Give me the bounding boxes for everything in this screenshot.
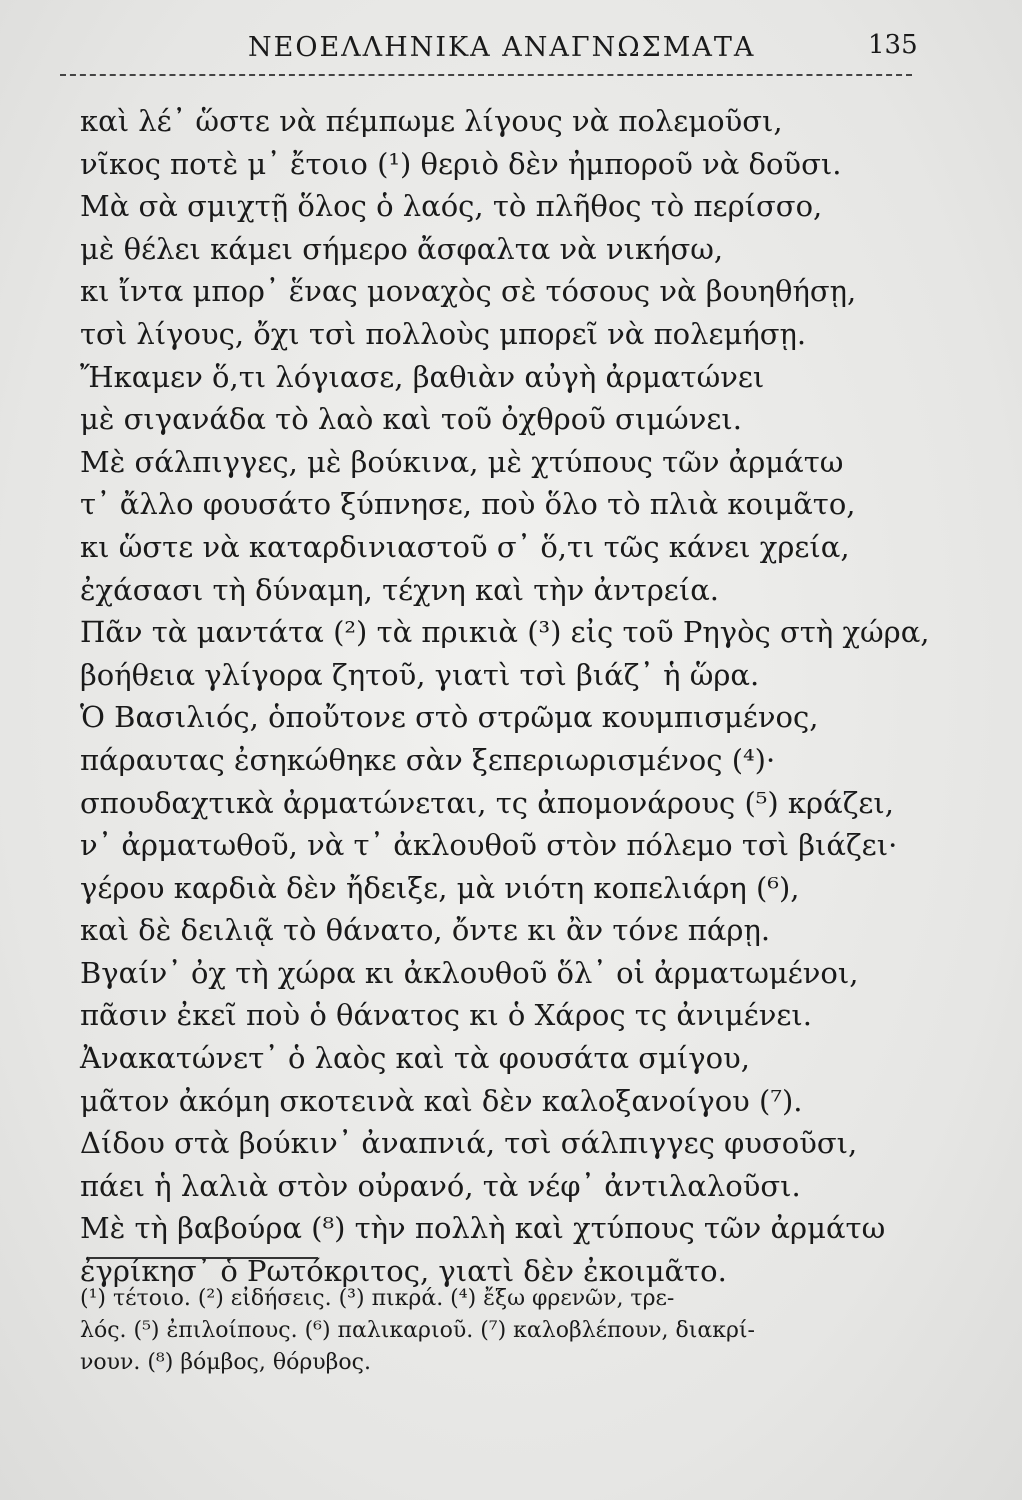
verse-line: μὲ θέλει κάμει σήμερο ἄσφαλτα νὰ νικήσω, <box>80 231 724 266</box>
verse-line: Ὁ Βασιλιός, ὁποὔτονε στὸ στρῶμα κουμπισμένος, <box>80 700 819 735</box>
verse-line: μᾶτον ἀκόμη σκοτεινὰ καὶ δὲν καλοξανοίγου (⁷). <box>80 1083 803 1118</box>
verse-line: Μὲ σάλπιγγες, μὲ βούκινα, μὲ χτύπους τῶν ἀρμάτω <box>80 444 844 479</box>
verse-line: Πᾶν τὰ μαντάτα (²) τὰ πρικιὰ (³) εἰς τοῦ Ρηγὸς στὴ χώρα, <box>80 615 930 650</box>
verse-line: ν᾽ ἀρματωθοῦ, νὰ τ᾽ ἀκλουθοῦ στὸν πόλεμο τσὶ βιάζει· <box>80 828 898 863</box>
verse-line: Ἀνακατώνετ᾽ ὁ λαὸς καὶ τὰ φουσάτα σμίγου, <box>80 1041 750 1076</box>
verse-line: τσὶ λίγους, ὄχι τσὶ πολλοὺς μπορεῖ νὰ πολεμήσῃ. <box>80 316 807 351</box>
footnote-rule <box>88 1257 318 1259</box>
footnote-line: (¹) τέτοιο. (²) εἰδήσεις. (³) πικρά. (⁴) ἔξω φρενῶν, τρε- <box>80 1286 675 1311</box>
verse-line: γέρου καρδιὰ δὲν ἤδειξε, μὰ νιότη κοπελιάρη (⁶), <box>80 870 800 905</box>
verse-line: μὲ σιγανάδα τὸ λαὸ καὶ τοῦ ὀχθροῦ σιμώνει. <box>80 402 742 437</box>
running-title: ΝΕΟΕΛΛΗΝΙΚΑ ΑΝΑΓΝΩΣΜΑΤΑ <box>248 32 756 63</box>
header-rule <box>60 74 912 76</box>
verse-line: κι ὥστε νὰ καταρδινιαστοῦ σ᾽ ὅ,τι τῶς κάνει χρεία, <box>80 529 850 564</box>
verse-line: Δίδου στὰ βούκιν᾽ ἀναπνιά, τσὶ σάλπιγγες φυσοῦσι, <box>80 1126 858 1161</box>
verse-line: καὶ λέ᾽ ὥστε νὰ πέμπωμε λίγους νὰ πολεμοῦσι, <box>80 104 783 138</box>
verse-line: ἐγρίκησ᾽ ὁ Ρωτόκριτος, γιατὶ δὲν ἐκοιμᾶτο. <box>80 1254 727 1289</box>
verse-line: σπουδαχτικὰ ἀρματώνεται, τς ἀπομονάρους (⁵) κράζει, <box>80 785 895 820</box>
verse-line: καὶ δὲ δειλιᾷ τὸ θάνατο, ὄντε κι ἂν τόνε πάρῃ. <box>80 913 771 948</box>
verse-line: πάει ἡ λαλιὰ στὸν οὐρανό, τὰ νέφ᾽ ἀντιλαλοῦσι. <box>80 1168 801 1203</box>
verse-line: Μὰ σὰ σμιχτῇ ὅλος ὁ λαός, τὸ πλῆθος τὸ περίσσο, <box>80 189 823 224</box>
verse-line: βοήθεια γλίγορα ζητοῦ, γιατὶ τσὶ βιάζ᾽ ἡ ὥρα. <box>80 657 760 692</box>
page-header <box>60 22 920 82</box>
verse-line: Ἤκαμεν ὅ,τι λόγιασε, βαθιὰν αὐγὴ ἀρματώνει <box>80 359 765 394</box>
verse-line: πᾶσιν ἐκεῖ ποὺ ὁ θάνατος κι ὁ Χάρος τς ἀνιμένει. <box>80 998 813 1033</box>
verse-line: νῖκος ποτὲ μ᾽ ἔτοιο (¹) θεριὸ δὲν ἠμποροῦ νὰ δοῦσι. <box>80 146 842 181</box>
footnote-line: λός. (⁵) ἐπιλοίπους. (⁶) παλικαριοῦ. (⁷) καλοβλέπουν, διακρί- <box>80 1318 755 1343</box>
poem-text <box>80 100 960 1293</box>
footnotes <box>80 1283 930 1379</box>
page-number: 135 <box>868 30 918 60</box>
verse-line: Μὲ τὴ βαβούρα (⁸) τὴν πολλὴ καὶ χτύπους τῶν ἀρμάτω <box>80 1211 886 1246</box>
verse-line: Βγαίν᾽ ὀχ τὴ χώρα κι ἀκλουθοῦ ὅλ᾽ οἱ ἀρματωμένοι, <box>80 955 859 990</box>
verse-line: τ᾽ ἄλλο φουσάτο ξύπνησε, ποὺ ὅλο τὸ πλιὰ κοιμᾶτο, <box>80 487 856 522</box>
verse-line: πάραυτας ἐσηκώθηκε σὰν ξεπεριωρισμένος (⁴)· <box>80 742 776 777</box>
verse-line: κι ἴντα μπορ᾽ ἕνας μοναχὸς σὲ τόσους νὰ βουηθήσῃ, <box>80 274 857 309</box>
footnote-line: νουν. (⁸) βόμβος, θόρυβος. <box>80 1350 371 1375</box>
verse-line: ἐχάσασι τὴ δύναμη, τέχνη καὶ τὴν ἀντρεία. <box>80 572 720 607</box>
